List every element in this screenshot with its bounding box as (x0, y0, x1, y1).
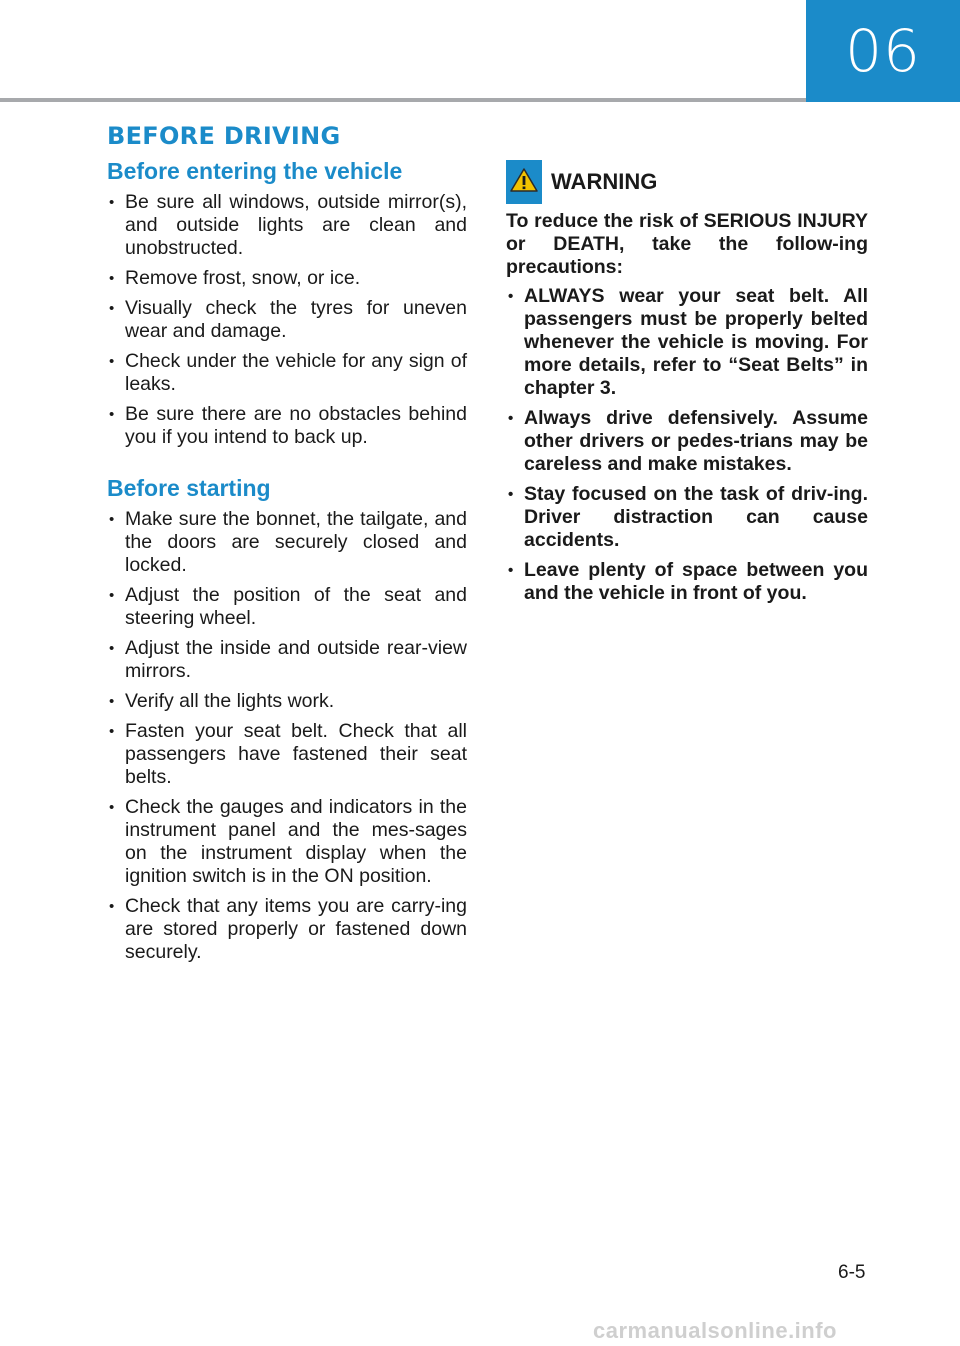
warning-label: WARNING (551, 169, 658, 194)
warning-list (506, 285, 868, 605)
list-item: • Visually check the tyres for uneven wear and damage. (107, 297, 467, 343)
list-item: • Adjust the position of the seat and steering wheel. (107, 584, 467, 630)
before-entering-list (107, 191, 467, 449)
before-starting-list (107, 508, 467, 964)
before-starting-heading: Before starting (107, 475, 271, 501)
list-item: • Check under the vehicle for any sign of leaks. (107, 350, 467, 396)
section-title: BEFORE DRIVING (107, 122, 341, 150)
list-item: • Make sure the bonnet, the tailgate, and the doors are securely closed and locked. (107, 508, 467, 577)
before-entering-heading: Before entering the vehicle (107, 158, 403, 184)
list-item: • Be sure there are no obstacles behind you if you intend to back up. (107, 403, 467, 449)
watermark: carmanualsonline.info (593, 1318, 837, 1343)
warning-badge (506, 160, 542, 204)
warning-intro: To reduce the risk of SERIOUS INJURY or DEATH, take the follow-ing precautions: (506, 210, 868, 278)
list-item: • Stay focused on the task of driv-ing. Driver distraction can cause accidents. (506, 483, 868, 552)
header-rule (0, 98, 806, 102)
list-item: • Always drive defensively. Assume other drivers or pedes-trians may be careless and make mistakes. (506, 407, 868, 476)
left-column (107, 158, 467, 971)
chapter-number: 06 (845, 17, 921, 85)
page-number: 6-5 (838, 1262, 866, 1283)
list-item: • Verify all the lights work. (107, 690, 467, 713)
list-item: • Adjust the inside and outside rear-view mirrors. (107, 637, 467, 683)
list-item: • ALWAYS wear your seat belt. All passengers must be properly belted whenever the vehicle is moving. For more details, refer to “Seat Belts” in chapter 3. (506, 285, 868, 400)
list-item: • Check that any items you are carry-ing are stored properly or fastened down securely. (107, 895, 467, 964)
warning-triangle-icon (510, 167, 538, 198)
chapter-tab (806, 0, 960, 102)
right-column (506, 160, 868, 612)
list-item: • Be sure all windows, outside mirror(s), and outside lights are clean and unobstructed. (107, 191, 467, 260)
list-item: • Remove frost, snow, or ice. (107, 267, 467, 290)
list-item: • Check the gauges and indicators in the instrument panel and the mes-sages on the instrument display when the ignition switch is in the ON position. (107, 796, 467, 888)
warning-header (506, 160, 868, 204)
list-item: • Fasten your seat belt. Check that all passengers have fastened their seat belts. (107, 720, 467, 789)
list-item: • Leave plenty of space between you and the vehicle in front of you. (506, 559, 868, 605)
